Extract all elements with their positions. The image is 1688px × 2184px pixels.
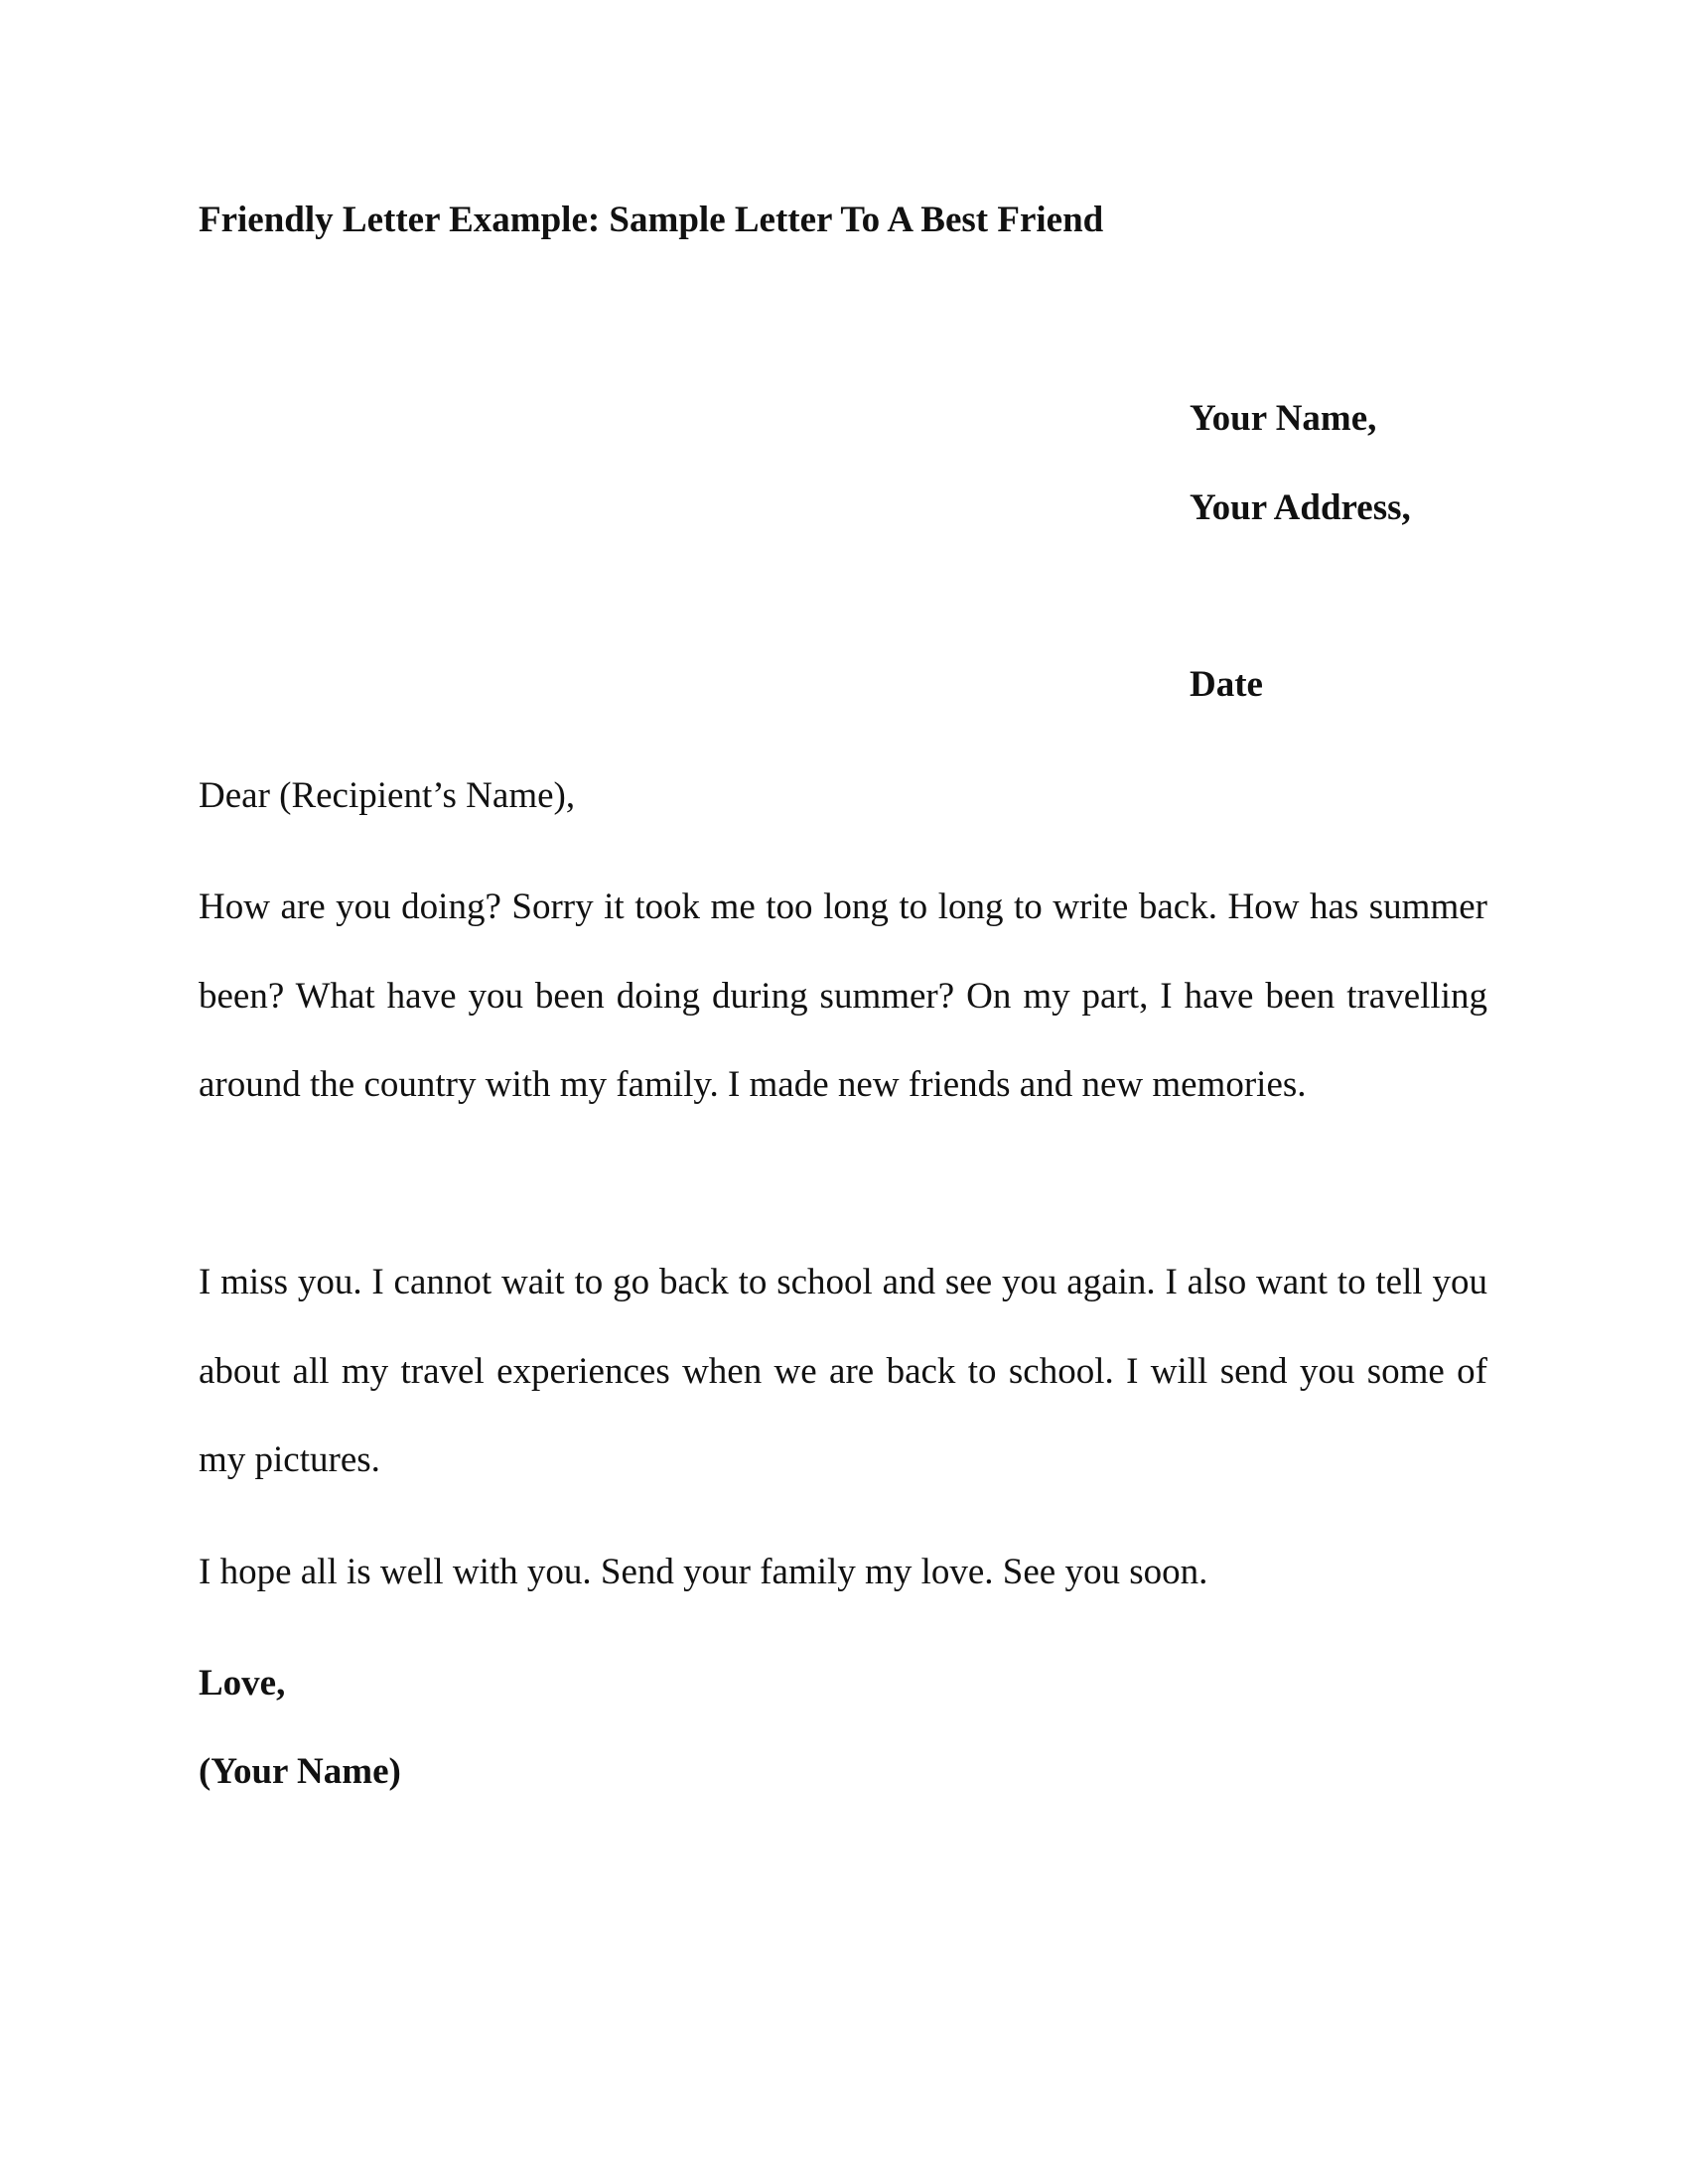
body-paragraph-2: I miss you. I cannot wait to go back to school and see you again. I also want to tell you about all my travel experiences when we are back to school. I will send you some of my pictures.	[199, 1262, 1487, 1480]
salutation: Dear (Recipient’s Name),	[199, 775, 576, 816]
sender-address: Your Address,	[1190, 487, 1411, 528]
closing-signature-name: (Your Name)	[199, 1751, 401, 1792]
page-title: Friendly Letter Example: Sample Letter To A Best Friend	[199, 200, 1104, 240]
letter-date: Date	[1190, 664, 1263, 705]
body-paragraph-3: I hope all is well with you. Send your family my love. See you soon.	[199, 1552, 1208, 1592]
sender-name: Your Name,	[1190, 398, 1377, 439]
body-paragraph-1: How are you doing? Sorry it took me too long to long to write back. How has summer been? What have you been doing during summer? On my part, I have been travelling around the country with my family. I made new friends and new memories.	[199, 887, 1487, 1105]
closing-word: Love,	[199, 1663, 286, 1704]
